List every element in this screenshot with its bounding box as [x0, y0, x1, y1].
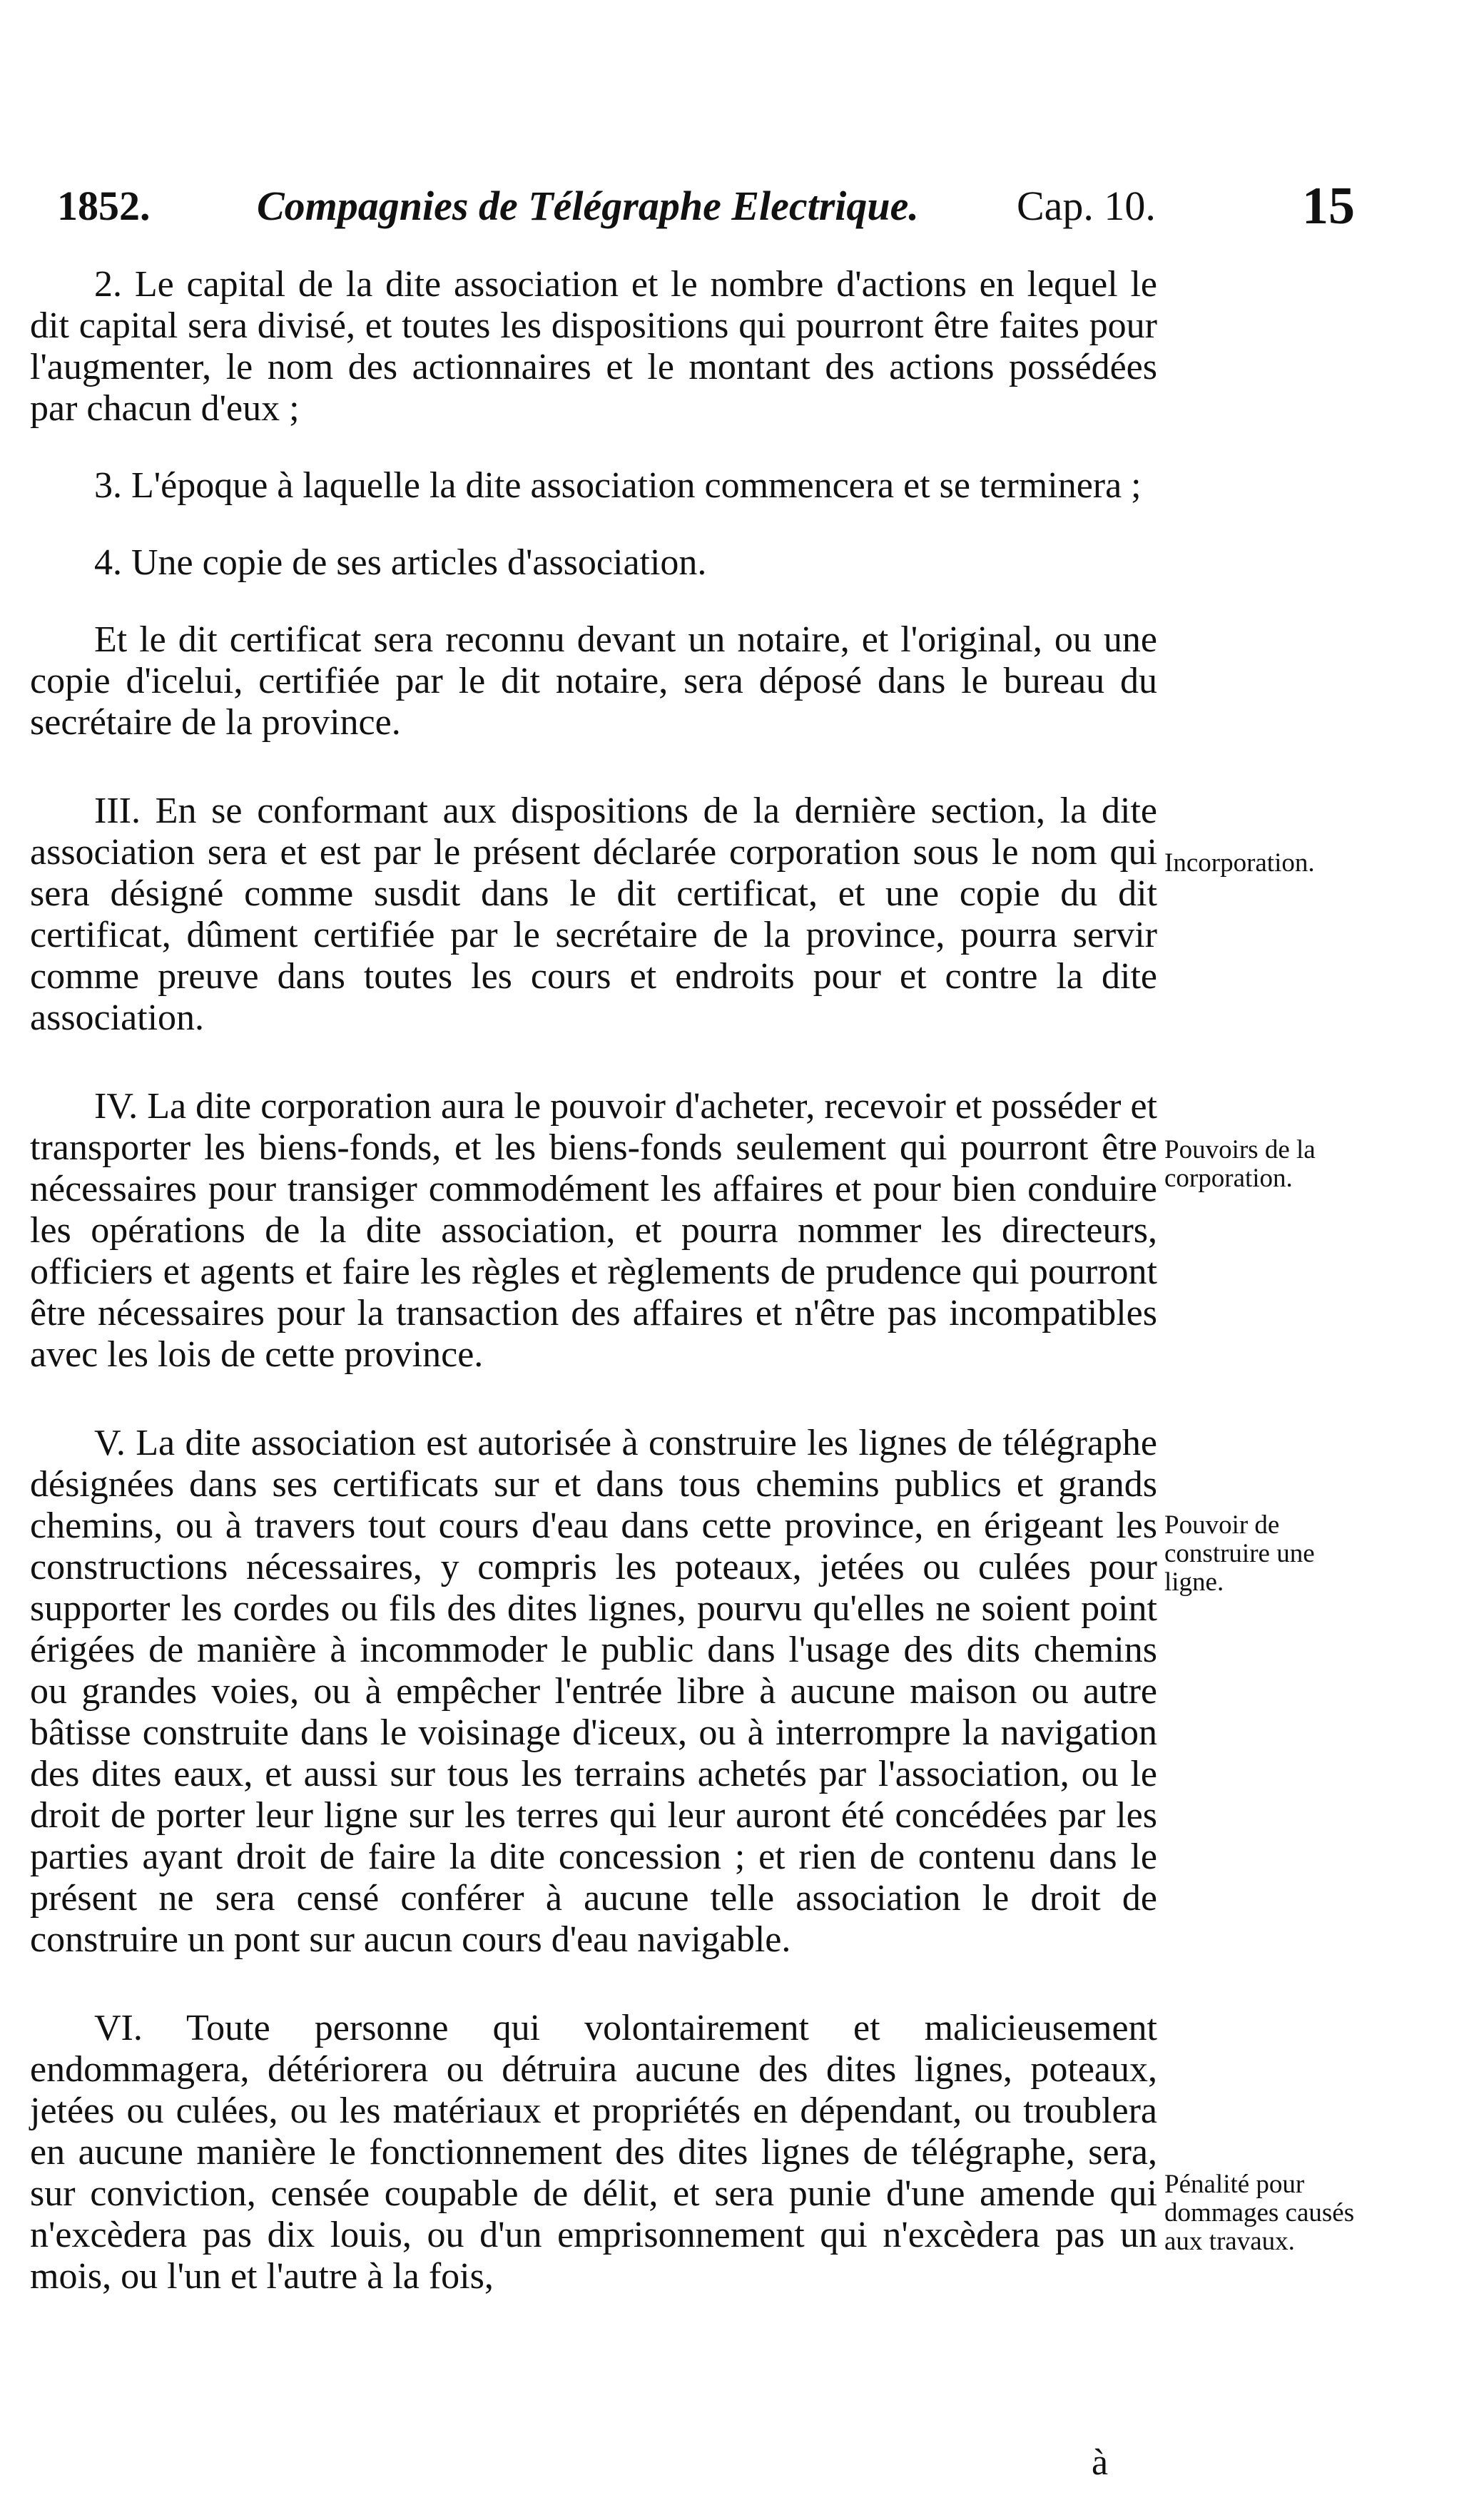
margin-note-construire: Pouvoir de construire une ligne.: [1164, 1510, 1315, 1597]
header-title: Compagnies de Télégraphe Electrique.: [257, 183, 919, 229]
margin-note-penalite: Pénalité pour dommages causés aux travaux.: [1164, 2170, 1355, 2256]
section-vi: VI. Toute personne qui volontairement et malicieusement endommagera, détériorera ou détruira aucune des dites lignes, poteaux, jetées ou culées, ou les matériaux et propriétés en dépendant, ou troublera en aucune manière le fonctionnement des dites lignes de télégraphe, sera, sur conviction, censée coupable de délit, et sera punie d'une amende qui n'excèdera pas dix louis, ou d'un emprisonnement qui n'excèdera pas un mois, ou l'un et l'autre à la fois,: [30, 2008, 1157, 2297]
header-year: 1852.: [57, 183, 151, 229]
paragraph-item-3: 3. L'époque à laquelle la dite association commencera et se terminera ;: [94, 465, 1142, 506]
margin-note-incorporation: Incorporation.: [1164, 848, 1315, 878]
catchword: à: [1092, 2442, 1109, 2483]
page-number: 15: [1302, 177, 1355, 235]
page-body: [30, 264, 1157, 2344]
running-header: [57, 177, 1370, 246]
section-iv: IV. La dite corporation aura le pouvoir d'acheter, recevoir et posséder et transporter les biens-fonds, et les biens-fonds seulement qui pourront être nécessaires pour transiger commodément les affaires et pour bien conduire les opérations de la dite association, et pourra nommer les directeurs, officiers et agents et faire les règles et règlements de prudence qui pourront être nécessaires pour la transaction des affaires et n'être pas incompatibles avec les lois de cette province.: [30, 1086, 1157, 1375]
header-chapter: Cap. 10.: [1017, 183, 1156, 229]
margin-note-pouvoirs: Pouvoirs de la corporation.: [1164, 1135, 1316, 1193]
section-v: V. La dite association est autorisée à construire les lignes de télégraphe désignées dans ses certificats sur et dans tous chemins publics et grands chemins, ou à travers tout cours d'eau dans cette province, en érigeant les constructions nécessaires, y compris les poteaux, jetées ou culées pour supporter les cordes ou fils des dites lignes, pourvu qu'elles ne soient point érigées de manière à incommoder le public dans l'usage des dits chemins ou grandes voies, ou à empêcher l'entrée libre à aucune maison ou autre bâtisse construite dans le voisinage d'iceux, ou à interrompre la navigation des dites eaux, et aussi sur tous les terrains achetés par l'association, ou le droit de porter leur ligne sur les terres qui leur auront été concédées par les parties ayant droit de faire la dite concession ; et rien de contenu dans le présent ne sera censé conférer à aucune telle association le droit de construire un pont sur aucun cours d'eau navigable.: [30, 1423, 1157, 1960]
section-iii: III. En se conformant aux dispositions de la dernière section, la dite association sera et est par le présent déclarée corporation sous le nom qui sera désigné comme susdit dans le dit certificat, et une copie du dit certificat, dûment certifiée par le secrétaire de la province, pourra servir comme preuve dans toutes les cours et endroits pour et contre la dite association.: [30, 791, 1157, 1038]
paragraph-item-2: 2. Le capital de la dite association et le nombre d'actions en lequel le dit capital sera divisé, et toutes les dispositions qui pourront être faites pour l'augmenter, le nom des actionnaires et le montant des actions possédées par chacun d'eux ;: [30, 264, 1157, 429]
paragraph-certificate: Et le dit certificat sera reconnu devant un notaire, et l'original, ou une copie d'icelui, certifiée par le dit notaire, sera déposé dans le bureau du secrétaire de la province.: [30, 619, 1157, 743]
paragraph-item-4: 4. Une copie de ses articles d'association.: [94, 542, 707, 583]
